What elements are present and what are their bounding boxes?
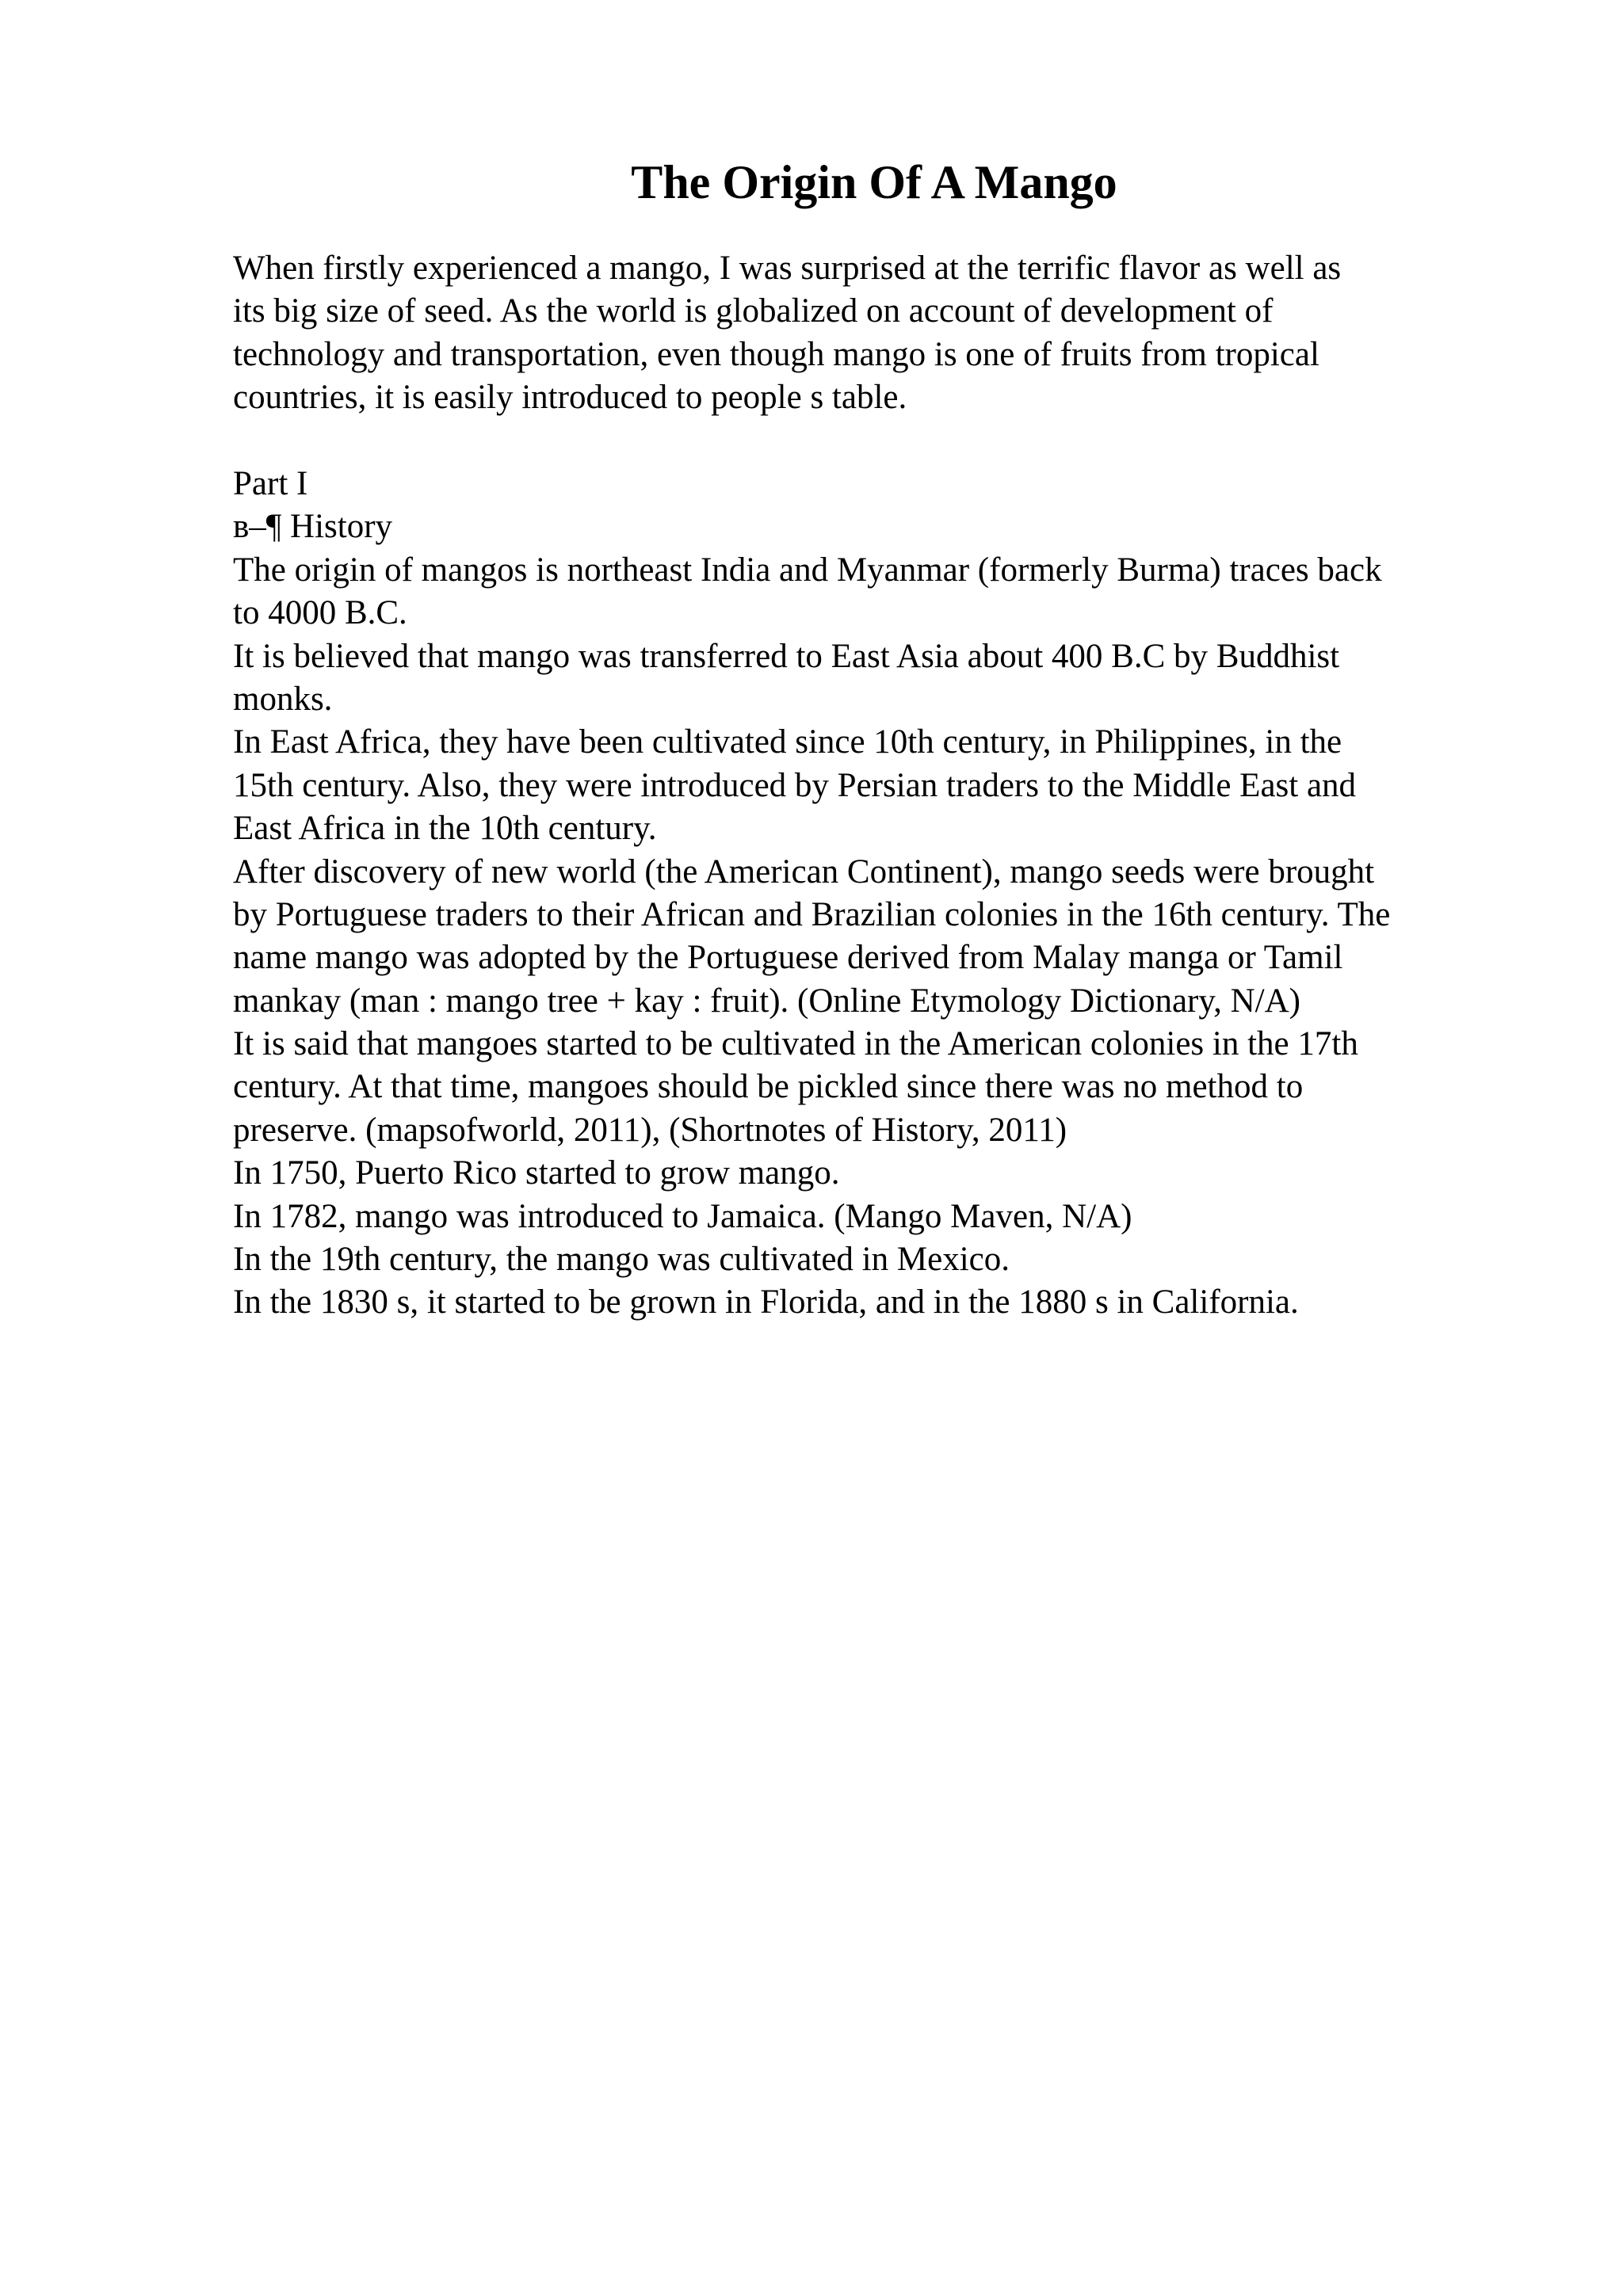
history-line: In 1782, mango was introduced to Jamaica. (Mango Maven, N/A) bbox=[233, 1197, 1132, 1235]
history-line: In the 19th century, the mango was cultivated in Mexico. bbox=[233, 1241, 1010, 1279]
history-line: It is said that mangoes started to be cultivated in the American colonies in the 17th bbox=[233, 1025, 1358, 1063]
history-line: to 4000 B.C. bbox=[233, 594, 407, 632]
history-line: by Portuguese traders to their African and Brazilian colonies in the 16th century. The bbox=[233, 895, 1391, 933]
history-line: The origin of mangos is northeast India and Myanmar (formerly Burma) traces back bbox=[233, 551, 1382, 589]
intro-line: technology and transportation, even though mango is one of fruits from tropical bbox=[233, 335, 1319, 373]
part-heading: Part I bbox=[233, 465, 308, 502]
intro-line: When firstly experienced a mango, I was surprised at the terrific flavor as well as bbox=[233, 250, 1342, 287]
history-line: monks. bbox=[233, 680, 333, 718]
history-section bbox=[233, 463, 1501, 1325]
history-line: 15th century. Also, they were introduced by Persian traders to the Middle East and bbox=[233, 766, 1357, 804]
history-line: In 1750, Puerto Rico started to grow mango. bbox=[233, 1154, 840, 1192]
history-line: name mango was adopted by the Portuguese derived from Malay manga or Tamil bbox=[233, 939, 1343, 977]
history-line: After discovery of new world (the American Continent), mango seeds were brought bbox=[233, 852, 1375, 891]
history-line: In the 1830 s, it started to be grown in Florida, and in the 1880 s in California. bbox=[233, 1283, 1299, 1322]
intro-paragraph bbox=[233, 247, 1501, 420]
history-line: It is believed that mango was transferred to East Asia about 400 B.C by Buddhist bbox=[233, 637, 1340, 675]
intro-line: its big size of seed. As the world is globalized on account of development of bbox=[233, 292, 1274, 330]
history-line: century. At that time, mangoes should be pickled since there was no method to bbox=[233, 1068, 1304, 1106]
page-title: The Origin Of A Mango bbox=[631, 156, 1117, 208]
history-line: East Africa in the 10th century. bbox=[233, 810, 657, 848]
history-line: In East Africa, they have been cultivated since 10th century, in Philippines, in the bbox=[233, 723, 1342, 761]
section-heading: в–¶ History bbox=[233, 508, 393, 546]
history-line: preserve. (mapsofworld, 2011), (Shortnotes of History, 2011) bbox=[233, 1111, 1067, 1149]
history-line: mankay (man : mango tree + kay : fruit). (Online Etymology Dictionary, N/A) bbox=[233, 982, 1300, 1020]
intro-line: countries, it is easily introduced to people s table. bbox=[233, 379, 907, 417]
